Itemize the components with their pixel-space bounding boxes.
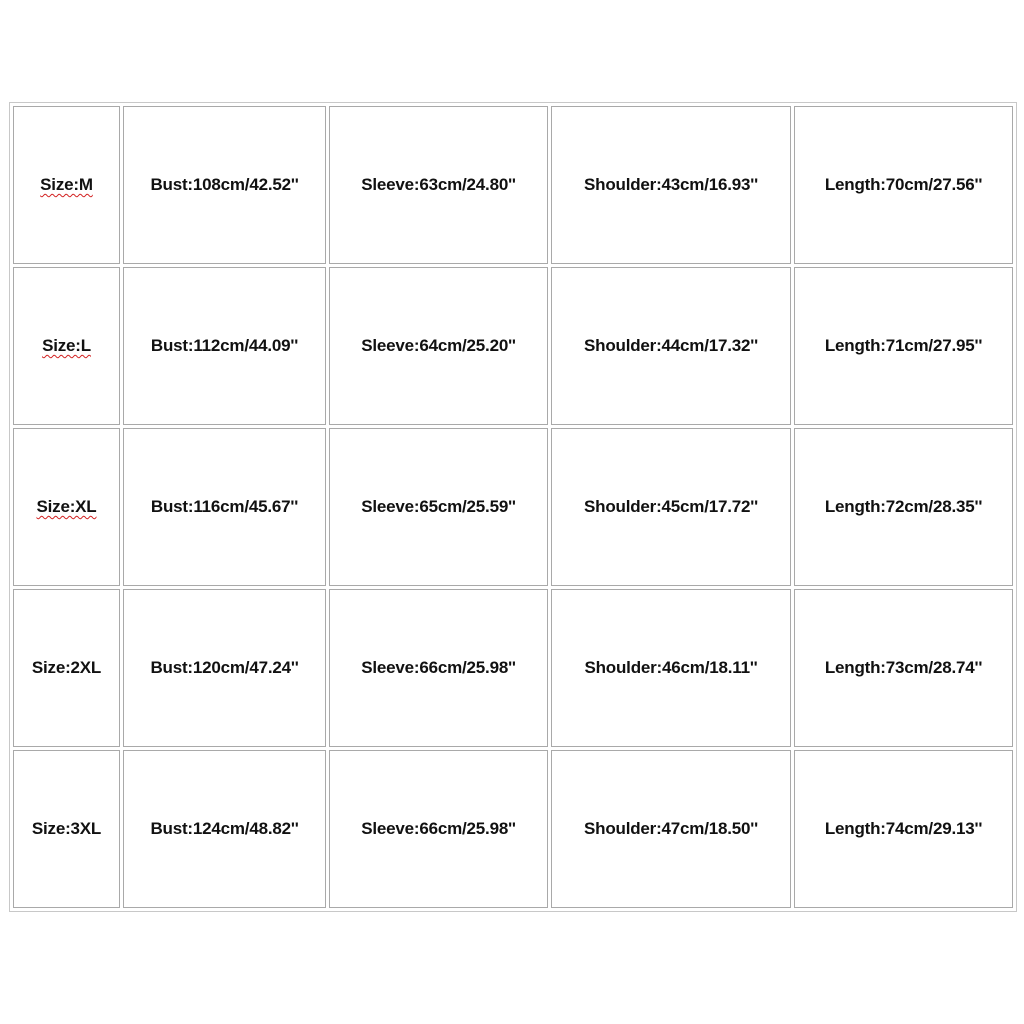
bust-cell: Bust:116cm/45.67'' bbox=[123, 428, 326, 586]
sleeve-cell: Sleeve:65cm/25.59'' bbox=[329, 428, 548, 586]
size-cell bbox=[13, 428, 120, 586]
sleeve-cell: Sleeve:66cm/25.98'' bbox=[329, 750, 548, 908]
length-cell: Length:72cm/28.35'' bbox=[794, 428, 1013, 586]
shoulder-cell: Shoulder:46cm/18.11'' bbox=[551, 589, 791, 747]
length-cell: Length:70cm/27.56'' bbox=[794, 106, 1013, 264]
size-cell bbox=[13, 750, 120, 908]
size-chart-table bbox=[9, 102, 1017, 912]
table-row bbox=[13, 589, 1013, 747]
size-label: Size:XL bbox=[36, 497, 97, 516]
size-cell bbox=[13, 589, 120, 747]
bust-cell: Bust:124cm/48.82'' bbox=[123, 750, 326, 908]
table-row bbox=[13, 267, 1013, 425]
length-cell: Length:73cm/28.74'' bbox=[794, 589, 1013, 747]
size-label: Size:3XL bbox=[31, 819, 102, 838]
table-row bbox=[13, 428, 1013, 586]
table-row bbox=[13, 750, 1013, 908]
sleeve-cell: Sleeve:63cm/24.80'' bbox=[329, 106, 548, 264]
length-cell: Length:71cm/27.95'' bbox=[794, 267, 1013, 425]
table-row bbox=[13, 106, 1013, 264]
shoulder-cell: Shoulder:43cm/16.93'' bbox=[551, 106, 791, 264]
size-label: Size:2XL bbox=[31, 658, 102, 677]
bust-cell: Bust:108cm/42.52'' bbox=[123, 106, 326, 264]
sleeve-cell: Sleeve:66cm/25.98'' bbox=[329, 589, 548, 747]
size-label: Size:L bbox=[42, 336, 91, 355]
bust-cell: Bust:112cm/44.09'' bbox=[123, 267, 326, 425]
sleeve-cell: Sleeve:64cm/25.20'' bbox=[329, 267, 548, 425]
length-cell: Length:74cm/29.13'' bbox=[794, 750, 1013, 908]
shoulder-cell: Shoulder:45cm/17.72'' bbox=[551, 428, 791, 586]
size-cell bbox=[13, 106, 120, 264]
shoulder-cell: Shoulder:44cm/17.32'' bbox=[551, 267, 791, 425]
shoulder-cell: Shoulder:47cm/18.50'' bbox=[551, 750, 791, 908]
size-cell bbox=[13, 267, 120, 425]
size-label: Size:M bbox=[40, 175, 93, 194]
bust-cell: Bust:120cm/47.24'' bbox=[123, 589, 326, 747]
